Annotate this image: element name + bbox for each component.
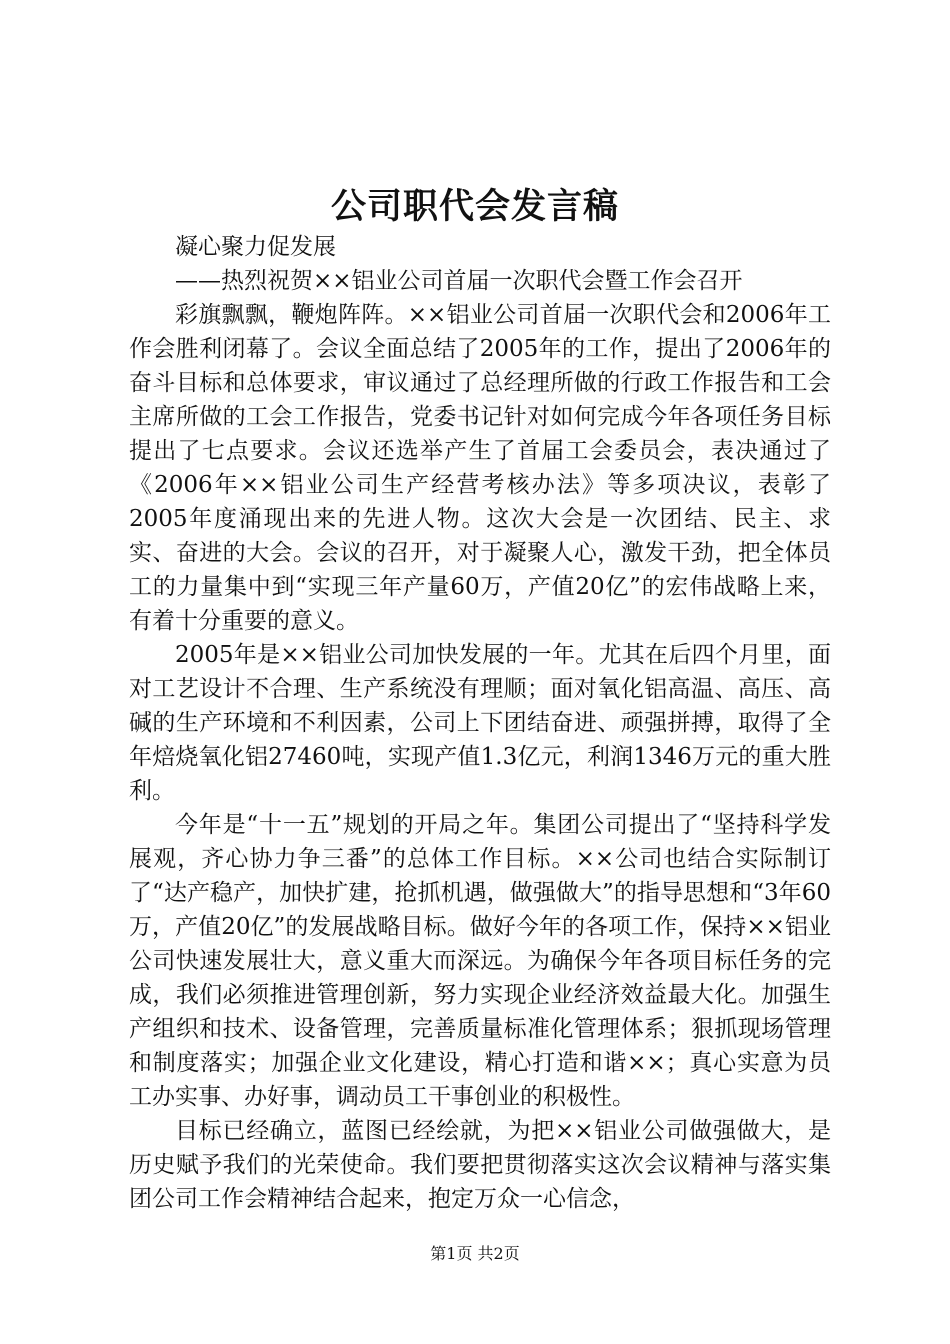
paragraph-1: 彩旗飘飘，鞭炮阵阵。××铝业公司首届一次职代会和2006年工作会胜利闭幕了。会议全面总结了2005年的工作，提出了2006年的奋斗目标和总体要求，审议通过了总经理所做的行政工作报告和工会主席所做的工会工作报告，党委书记针对如何完成今年各项任务目标提出了七点要求。会议还选举产生了首届工会委员会，表决通过了《2006年××铝业公司生产经营考核办法》等多项决议，表彰了2005年度涌现出来的先进人物。这次大会是一次团结、民主、求实、奋进的大会。会议的召开，对于凝聚人心，激发干劲，把全体员工的力量集中到“实现三年产量60万，产值20亿”的宏伟战略上来，有着十分重要的意义。 bbox=[129, 302, 831, 634]
paragraph-3: 今年是“十一五”规划的开局之年。集团公司提出了“坚持科学发展观，齐心协力争三番”的总体工作目标。××公司也结合实际制订了“达产稳产，加快扩建，抢抓机遇，做强做大”的指导思想和“3年60万，产值20亿”的发展战略目标。做好今年的各项工作，保持××铝业公司快速发展壮大，意义重大而深远。为确保今年各项目标任务的完成，我们必须推进管理创新，努力实现企业经济效益最大化。加强生产组织和技术、设备管理，完善质量标准化管理体系；狠抓现场管理和制度落实；加强企业文化建设，精心打造和谐××；真心实意为员工办实事、办好事，调动员工干事创业的积极性。 bbox=[129, 812, 831, 1110]
document-body bbox=[129, 230, 831, 1216]
paragraph-4: 目标已经确立，蓝图已经绘就，为把××铝业公司做强做大，是历史赋予我们的光荣使命。我们要把贯彻落实这次会议精神与落实集团公司工作会精神结合起来，抱定万众一心信念， bbox=[129, 1118, 831, 1212]
subtitle-heading: 凝心聚力促发展 bbox=[175, 234, 336, 260]
paragraph-2: 2005年是××铝业公司加快发展的一年。尤其在后四个月里，面对工艺设计不合理、生产系统没有理顺；面对氧化铝高温、高压、高碱的生产环境和不利因素，公司上下团结奋进、顽强拼搏，取得了全年焙烧氧化铝27460吨，实现产值1.3亿元，利润1346万元的重大胜利。 bbox=[129, 642, 831, 804]
page-number-footer: 第1页 共2页 bbox=[430, 1244, 520, 1263]
document-title: 公司职代会发言稿 bbox=[330, 186, 619, 227]
subtitle-dedication: ——热烈祝贺××铝业公司首届一次职代会暨工作会召开 bbox=[175, 268, 743, 294]
